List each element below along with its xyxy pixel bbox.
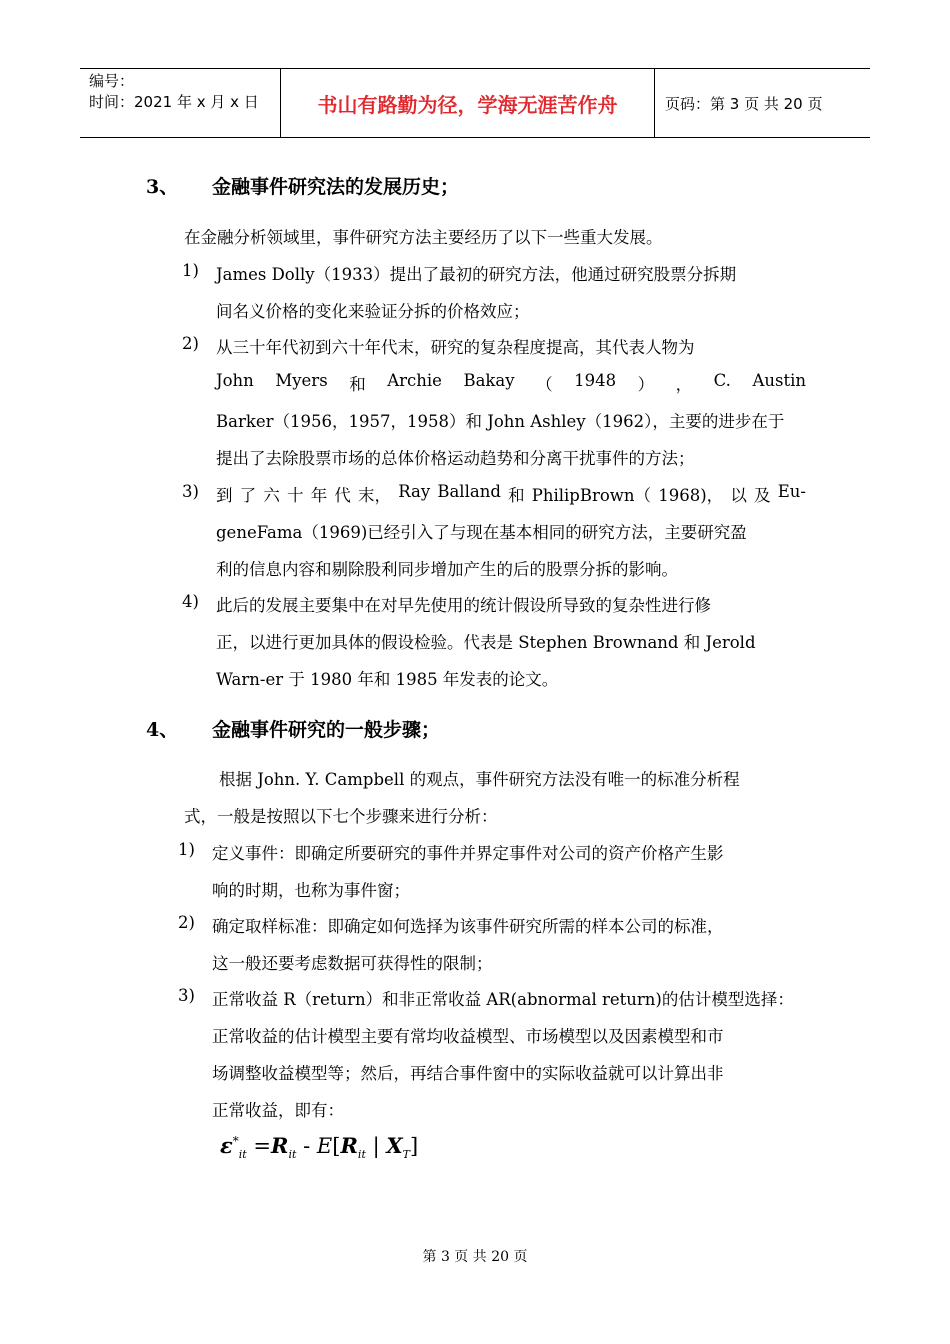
word: 年 bbox=[310, 486, 328, 505]
formula-x: X bbox=[386, 1133, 403, 1158]
section-3-heading: 金融事件研究法的发展历史； bbox=[212, 176, 460, 198]
formula-equals: = bbox=[253, 1134, 272, 1158]
list-item-label: 2) bbox=[182, 334, 199, 353]
word: Myers bbox=[275, 371, 328, 390]
list-item-line: 间名义价格的变化来验证分拆的价格效应； bbox=[216, 302, 530, 321]
list-item-line: geneFama（1969)已经引入了与现在基本相同的研究方法，主要研究盈 bbox=[216, 523, 747, 542]
word: 及 bbox=[754, 486, 771, 505]
section-4-intro-line: 根据 John. Y. Campbell 的观点，事件研究方法没有唯一的标准分析程 bbox=[219, 770, 740, 789]
list-item-justified-line bbox=[216, 482, 806, 506]
formula-subscript: it bbox=[357, 1148, 366, 1162]
list-item-line: 正常收益 R（return）和非正常收益 AR(abnormal return)的估计模型选择： bbox=[212, 990, 794, 1009]
header-meta-cell bbox=[80, 69, 281, 137]
word: Archie bbox=[387, 371, 442, 390]
formula-r: R bbox=[340, 1133, 358, 1158]
section-4-heading: 金融事件研究的一般步骤； bbox=[212, 719, 441, 741]
header-motto: 书山有路勤为径，学海无涯苦作舟 bbox=[281, 69, 655, 137]
section-3-title bbox=[146, 172, 459, 199]
word: Balland bbox=[437, 482, 501, 501]
word: 六 bbox=[263, 486, 280, 505]
list-item-line: James Dolly（1933）提出了最初的研究方法，他通过研究股票分拆期 bbox=[216, 265, 737, 284]
formula-minus: - bbox=[303, 1134, 311, 1158]
word: ， bbox=[675, 375, 693, 394]
list-item-line: 场调整收益模型等；然后，再结合事件窗中的实际收益就可以计算出非 bbox=[212, 1064, 724, 1083]
list-item-line: Warn-er 于 1980 年和 1985 年发表的论文。 bbox=[216, 670, 559, 689]
section-3-intro: 在金融分析领域里，事件研究方法主要经历了以下一些重大发展。 bbox=[184, 228, 663, 247]
formula-bracket-close: ] bbox=[409, 1134, 419, 1158]
formula-subscript: it bbox=[288, 1148, 297, 1162]
formula-bar: | bbox=[372, 1134, 380, 1158]
word: Eu- bbox=[777, 482, 806, 501]
word: 和 bbox=[349, 375, 366, 394]
formula-subscript: it bbox=[238, 1148, 247, 1162]
word: PhilipBrown（ bbox=[531, 486, 652, 505]
list-item-line: 此后的发展主要集中在对早先使用的统计假设所导致的复杂性进行修 bbox=[216, 596, 711, 615]
word: Ray bbox=[398, 482, 431, 501]
formula-bracket-open: [ bbox=[332, 1134, 341, 1158]
section-4-number: 4、 bbox=[146, 719, 179, 741]
word: 代 bbox=[334, 486, 351, 505]
list-item-label: 2) bbox=[178, 913, 195, 932]
word: （ bbox=[536, 375, 553, 394]
list-item-line: 定义事件：即确定所要研究的事件并界定事件对公司的资产价格产生影 bbox=[212, 844, 724, 863]
list-item-line: 这一般还要考虑数据可获得性的限制； bbox=[212, 954, 493, 973]
word: ） bbox=[637, 375, 655, 394]
word: 末， bbox=[358, 486, 392, 505]
formula-epsilon: ε bbox=[220, 1133, 233, 1158]
list-item-line: 正，以进行更加具体的假设检验。代表是 Stephen Brownand 和 Jerold bbox=[216, 633, 756, 652]
word: Austin bbox=[752, 371, 806, 390]
section-4-intro-line: 式，一般是按照以下七个步骤来进行分析： bbox=[184, 807, 498, 826]
page-header bbox=[80, 68, 870, 138]
word: 和 bbox=[508, 486, 525, 505]
formula-e: E bbox=[316, 1134, 333, 1158]
list-item-line: 从三十年代初到六十年代末，研究的复杂程度提高，其代表人物为 bbox=[216, 338, 695, 357]
list-item-line: 正常收益，即有： bbox=[212, 1101, 344, 1120]
list-item-justified-line bbox=[216, 371, 806, 395]
list-item-line: Barker（1956，1957，1958）和 John Ashley（1962），主要的进步在于 bbox=[216, 412, 785, 431]
list-item-label: 3) bbox=[178, 986, 195, 1005]
section-3-number: 3、 bbox=[146, 176, 179, 198]
list-item-line: 利的信息内容和剔除股利同步增加产生的后的股票分拆的影响。 bbox=[216, 560, 678, 579]
list-item-label: 4) bbox=[182, 592, 199, 611]
list-item-line: 确定取样标准：即确定如何选择为该事件研究所需的样本公司的标准， bbox=[212, 917, 724, 936]
formula-subscript: T bbox=[402, 1148, 410, 1162]
formula-star: * bbox=[232, 1134, 239, 1148]
word: 以 bbox=[730, 486, 747, 505]
word: 十 bbox=[287, 486, 304, 505]
word: 到 bbox=[216, 486, 233, 505]
section-4-title bbox=[146, 715, 440, 742]
word: C. bbox=[713, 371, 731, 390]
formula-r: R bbox=[271, 1133, 289, 1158]
list-item-label: 3) bbox=[182, 482, 199, 501]
document-time-label: 时间：2021 年 x 月 x 日 bbox=[89, 93, 259, 111]
page-footer: 第 3 页 共 20 页 bbox=[422, 1249, 528, 1265]
document-number-label: 编号： bbox=[89, 72, 135, 90]
list-item-line: 正常收益的估计模型主要有常均收益模型、市场模型以及因素模型和市 bbox=[212, 1027, 724, 1046]
list-item-line: 响的时期，也称为事件窗； bbox=[212, 881, 410, 900]
word: John bbox=[216, 371, 254, 390]
word: 了 bbox=[239, 486, 257, 505]
list-item-label: 1) bbox=[182, 261, 199, 280]
word: 1968)， bbox=[658, 486, 724, 505]
list-item-label: 1) bbox=[178, 840, 195, 859]
list-item-line: 提出了去除股票市场的总体价格运动趋势和分离干扰事件的方法； bbox=[216, 449, 695, 468]
abnormal-return-formula bbox=[220, 1133, 418, 1161]
word: 1948 bbox=[574, 371, 617, 390]
header-page-label: 页码：第 3 页 共 20 页 bbox=[665, 94, 823, 113]
word: Bakay bbox=[463, 371, 515, 390]
